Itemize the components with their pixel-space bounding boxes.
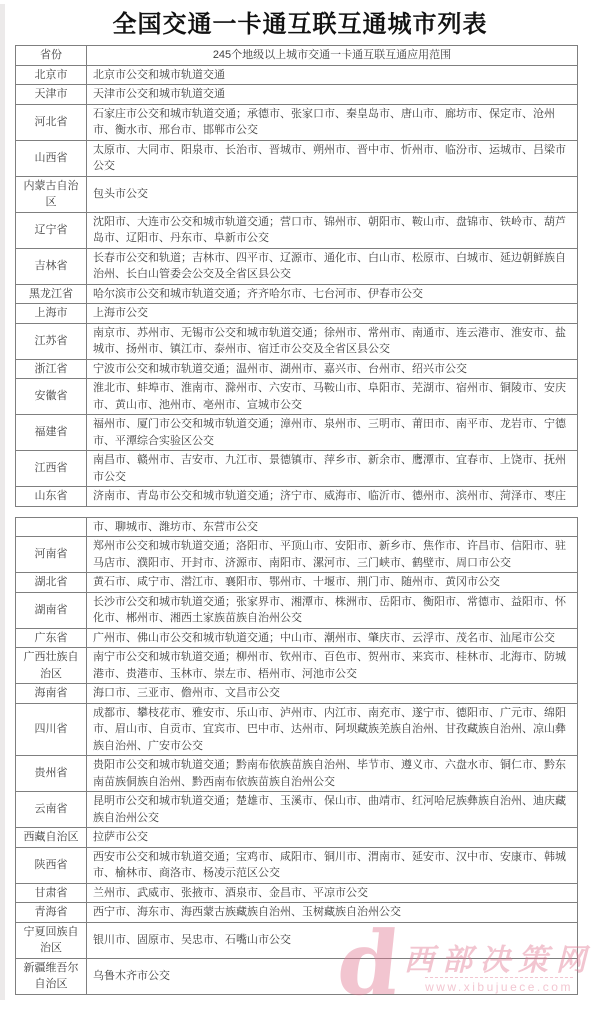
table-row [16, 487, 578, 507]
cities-cell: 天津市公交和城市轨道交通 [87, 85, 578, 105]
table-row [16, 847, 578, 883]
cities-cell: 海口市、三亚市、儋州市、文昌市公交 [87, 684, 578, 704]
table-row [16, 922, 578, 958]
cities-cell: 太原市、大同市、阳泉市、长治市、晋城市、朔州市、晋中市、忻州市、临汾市、运城市、吕梁市公交 [87, 140, 578, 176]
table-row [16, 592, 578, 628]
province-cell [16, 517, 87, 537]
table-row [16, 903, 578, 923]
province-cell: 湖北省 [16, 573, 87, 593]
cities-cell: 南京市、苏州市、无锡市公交和城市轨道交通；徐州市、常州市、南通市、连云港市、淮安市、盐城市、扬州市、镇江市、泰州市、宿迁市公交及全省区县公交 [87, 323, 578, 359]
cities-cell: 淮北市、蚌埠市、淮南市、滁州市、六安市、马鞍山市、阜阳市、芜湖市、宿州市、铜陵市、安庆市、黄山市、池州市、亳州市、宣城市公交 [87, 379, 578, 415]
province-cell: 河南省 [16, 537, 87, 573]
cities-cell: 长沙市公交和城市轨道交通；张家界市、湘潭市、株洲市、岳阳市、衡阳市、常德市、益阳市、怀化市、郴州市、湘西土家族苗族自治州公交 [87, 592, 578, 628]
table-row [16, 537, 578, 573]
table-header-row [16, 46, 578, 66]
province-cell: 山东省 [16, 487, 87, 507]
table-row [16, 176, 578, 212]
province-cell: 吉林省 [16, 248, 87, 284]
table-row [16, 648, 578, 684]
table-row [16, 628, 578, 648]
province-cell: 云南省 [16, 792, 87, 828]
page-title: 全国交通一卡通互联互通城市列表 [112, 11, 488, 38]
cities-cell: 宁波市公交和城市轨道交通；温州市、湖州市、嘉兴市、台州市、绍兴市公交 [87, 359, 578, 379]
province-cell: 湖南省 [16, 592, 87, 628]
cities-cell: 西宁市、海东市、海西蒙古族藏族自治州、玉树藏族自治州公交 [87, 903, 578, 923]
province-cell: 上海市 [16, 304, 87, 324]
table-row [16, 65, 578, 85]
province-cell: 福建省 [16, 415, 87, 451]
table-row [16, 284, 578, 304]
province-cell: 宁夏回族自治区 [16, 922, 87, 958]
cities-cell: 西安市公交和城市轨道交通；宝鸡市、咸阳市、铜川市、渭南市、延安市、汉中市、安康市、韩城市、榆林市、商洛市、杨凌示范区公交 [87, 847, 578, 883]
cities-cell: 拉萨市公交 [87, 828, 578, 848]
cities-cell: 银川市、固原市、吴忠市、石嘴山市公交 [87, 922, 578, 958]
cities-cell: 黄石市、咸宁市、潜江市、襄阳市、鄂州市、十堰市、荆门市、随州市、黄冈市公交 [87, 573, 578, 593]
province-cell: 辽宁省 [16, 212, 87, 248]
cities-cell: 市、聊城市、潍坊市、东营市公交 [87, 517, 578, 537]
table-row [16, 573, 578, 593]
province-cell: 四川省 [16, 703, 87, 756]
cities-cell: 福州市、厦门市公交和城市轨道交通；漳州市、泉州市、三明市、莆田市、南平市、龙岩市、宁德市、平潭综合实验区公交 [87, 415, 578, 451]
table-row [16, 212, 578, 248]
table-row [16, 792, 578, 828]
cities-cell: 哈尔滨市公交和城市轨道交通；齐齐哈尔市、七台河市、伊春市公交 [87, 284, 578, 304]
province-cell: 河北省 [16, 104, 87, 140]
province-cell: 青海省 [16, 903, 87, 923]
cities-cell: 南昌市、赣州市、吉安市、九江市、景德镇市、萍乡市、新余市、鹰潭市、宜春市、上饶市、抚州市公交 [87, 451, 578, 487]
table-row [16, 85, 578, 105]
cities-cell: 长春市公交和轨道；吉林市、四平市、辽源市、通化市、白山市、松原市、白城市、延边朝鲜族自治州、长白山管委会公交及全省区县公交 [87, 248, 578, 284]
header-province: 省份 [16, 46, 87, 66]
province-cell: 陕西省 [16, 847, 87, 883]
table-row [16, 828, 578, 848]
province-cell: 安徽省 [16, 379, 87, 415]
province-cell: 甘肃省 [16, 883, 87, 903]
table-row [16, 703, 578, 756]
province-cell: 江苏省 [16, 323, 87, 359]
cities-cell: 上海市公交 [87, 304, 578, 324]
cities-cell: 广州市、佛山市公交和城市轨道交通；中山市、潮州市、肇庆市、云浮市、茂名市、汕尾市公交 [87, 628, 578, 648]
cities-cell: 石家庄市公交和城市轨道交通；承德市、张家口市、秦皇岛市、唐山市、廊坊市、保定市、沧州市、衡水市、邢台市、邯郸市公交 [87, 104, 578, 140]
left-edge-strip [0, 4, 5, 1000]
table-row [16, 451, 578, 487]
province-cell: 海南省 [16, 684, 87, 704]
cities-cell: 贵阳市公交和城市轨道交通；黔南布依族苗族自治州、毕节市、遵义市、六盘水市、铜仁市、黔东南苗族侗族自治州、黔西南布依族苗族自治州公交 [87, 756, 578, 792]
province-cell: 广西壮族自治区 [16, 648, 87, 684]
province-cell: 江西省 [16, 451, 87, 487]
cities-cell: 沈阳市、大连市公交和城市轨道交通；营口市、锦州市、朝阳市、鞍山市、盘锦市、铁岭市、葫芦岛市、辽阳市、丹东市、阜新市公交 [87, 212, 578, 248]
cities-cell: 乌鲁木齐市公交 [87, 958, 578, 994]
province-cell: 北京市 [16, 65, 87, 85]
table-row [16, 104, 578, 140]
province-cell: 山西省 [16, 140, 87, 176]
table-row [16, 359, 578, 379]
table-row [16, 415, 578, 451]
province-cell: 天津市 [16, 85, 87, 105]
cities-cell: 昆明市公交和城市轨道交通；楚雄市、玉溪市、保山市、曲靖市、红河哈尼族彝族自治州、迪庆藏族自治州公交 [87, 792, 578, 828]
watermark-site-name: 西部决策网 [404, 943, 594, 978]
table-row [16, 379, 578, 415]
watermark-logo-icon: d [333, 911, 406, 1015]
city-table-part2 [15, 517, 578, 995]
cities-cell: 北京市公交和城市轨道交通 [87, 65, 578, 85]
table-row [16, 756, 578, 792]
table-row [16, 140, 578, 176]
table-row [16, 883, 578, 903]
cities-cell: 郑州市公交和城市轨道交通；洛阳市、平顶山市、安阳市、新乡市、焦作市、许昌市、信阳市、驻马店市、濮阳市、开封市、济源市、南阳市、漯河市、三门峡市、鹤壁市、周口市公交 [87, 537, 578, 573]
city-table-part1 [15, 45, 578, 507]
province-cell: 新疆维吾尔自治区 [16, 958, 87, 994]
province-cell: 贵州省 [16, 756, 87, 792]
table-row [16, 958, 578, 994]
cities-cell: 济南市、青岛市公交和城市轨道交通；济宁市、威海市、临沂市、德州市、滨州市、菏泽市、枣庄 [87, 487, 578, 507]
province-cell: 黑龙江省 [16, 284, 87, 304]
province-cell: 广东省 [16, 628, 87, 648]
table-row [16, 684, 578, 704]
cities-cell: 兰州市、武威市、张掖市、酒泉市、金昌市、平凉市公交 [87, 883, 578, 903]
watermark-url: www.xibujuece.com [425, 977, 573, 994]
table-row [16, 248, 578, 284]
province-cell: 西藏自治区 [16, 828, 87, 848]
province-cell: 浙江省 [16, 359, 87, 379]
table-row [16, 304, 578, 324]
cities-cell: 包头市公交 [87, 176, 578, 212]
province-cell: 内蒙古自治区 [16, 176, 87, 212]
cities-cell: 成都市、攀枝花市、雅安市、乐山市、泸州市、内江市、南充市、遂宁市、德阳市、广元市、绵阳市、眉山市、自贡市、宜宾市、巴中市、达州市、阿坝藏族羌族自治州、甘孜藏族自治州、凉山彝族自治州、广安市公交 [87, 703, 578, 756]
cities-cell: 南宁市公交和城市轨道交通；柳州市、钦州市、百色市、贺州市、来宾市、桂林市、北海市、防城港市、贵港市、玉林市、崇左市、梧州市、河池市公交 [87, 648, 578, 684]
table-row [16, 323, 578, 359]
header-scope: 245个地级以上城市交通一卡通互联互通应用范围 [87, 46, 578, 66]
table-row [16, 517, 578, 537]
